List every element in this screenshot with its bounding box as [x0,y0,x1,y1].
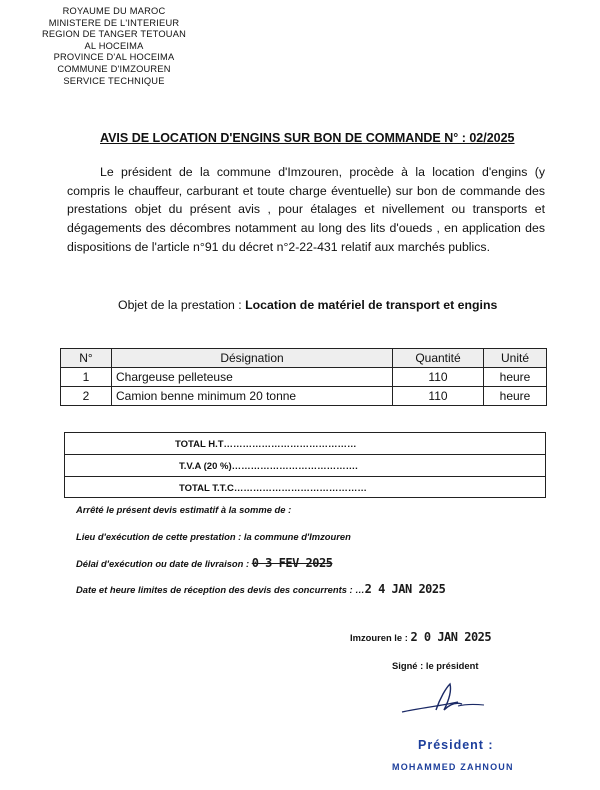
cell-designation: Chargeuse pelleteuse [112,368,393,387]
items-table [60,348,547,406]
cell-num: 1 [61,368,112,387]
lieu-execution: Lieu d'exécution de cette prestation : la commune d'Imzouren [76,531,351,542]
date-limite-line [76,582,445,596]
signature-image [400,680,490,725]
header-num: N° [61,349,112,368]
imzouren-date-line [350,630,491,644]
letterhead-line: ROYAUME DU MAROC [62,6,166,16]
header-unite: Unité [484,349,547,368]
letterhead [14,6,214,87]
total-ht: TOTAL H.T…………………………………… [175,439,357,450]
president-title: Président : [418,738,494,752]
letterhead-line: MINISTERE DE L'INTERIEUR [48,17,180,28]
total-ttc: TOTAL T.T.C…………………………………… [179,483,367,494]
imzouren-label: Imzouren le : [350,632,411,643]
total-ht-row [65,433,545,455]
table-row [61,368,547,387]
arrete-text: Arrêté le présent devis estimatif à la somme de : [76,504,292,515]
letterhead-line: SERVICE TECHNIQUE [63,75,165,86]
delai-label: Délai d'exécution ou date de livraison : [76,558,252,569]
document-title: AVIS DE LOCATION D'ENGINS SUR BON DE COMMANDE N° : 02/2025 [100,131,515,145]
body-paragraph: Le président de la commune d'Imzouren, procède à la location d'engins (y compris le chauffeur, carburant et toute charge éventuelle) sur bon de commande des prestations objet du présent avis , pour étalages et nivellement ou transports et dégagements des décombres notamment au long des lits d'oueds , en application des dispositions de l'article n°91 du décret n°2-22-431 relatif aux marchés publics. [67,165,545,254]
date-limite-label: Date et heure limites de réception des devis des concurrents : … [76,584,365,595]
signe-label: Signé : le président [392,660,479,671]
total-ttc-row [65,477,545,498]
table-header-row [61,349,547,368]
cell-designation: Camion benne minimum 20 tonne [112,387,393,406]
letterhead-line: COMMUNE D'IMZOUREN [57,63,171,74]
cell-unite: heure [484,368,547,387]
tva: T.V.A (20 %)…………………………………. [179,461,358,472]
objet-value: Location de matériel de transport et engins [245,298,498,312]
letterhead-line: AL HOCEIMA [84,40,144,51]
cell-unite: heure [484,387,547,406]
letterhead-line: REGION DE TANGER TETOUAN [41,29,187,40]
letterhead-line: PROVINCE D'AL HOCEIMA [53,52,175,63]
president-name: MOHAMMED ZAHNOUN [392,762,514,772]
imzouren-date-stamp: 2 0 JAN 2025 [410,630,492,644]
delai-stamp: 0 3 FEV 2025 [251,556,333,570]
date-limite-stamp: 2 4 JAN 2025 [364,582,446,596]
cell-quantite: 110 [393,387,484,406]
header-quantite: Quantité [393,349,484,368]
delai-line [76,556,332,570]
header-designation: Désignation [112,349,393,368]
objet-line [118,298,497,312]
totals-box [64,432,546,498]
cell-num: 2 [61,387,112,406]
objet-label: Objet de la prestation : [118,298,246,312]
cell-quantite: 110 [393,368,484,387]
table-row [61,387,547,406]
tva-row [65,455,545,477]
